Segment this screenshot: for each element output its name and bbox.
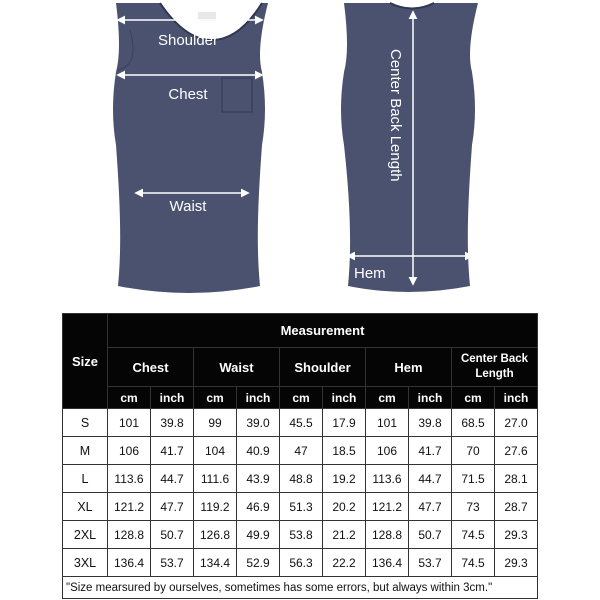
size-cell: XL	[63, 493, 108, 521]
value-cell: 52.9	[237, 549, 280, 577]
group-header-chest: Chest	[108, 348, 194, 387]
value-cell: 113.6	[108, 465, 151, 493]
value-cell: 46.9	[237, 493, 280, 521]
value-cell: 22.2	[323, 549, 366, 577]
unit-header: inch	[495, 387, 538, 409]
unit-header: cm	[452, 387, 495, 409]
back-tank-shape	[341, 3, 478, 292]
value-cell: 111.6	[194, 465, 237, 493]
value-cell: 68.5	[452, 409, 495, 437]
value-cell: 28.7	[495, 493, 538, 521]
value-cell: 128.8	[108, 521, 151, 549]
table-row	[63, 437, 538, 465]
value-cell: 50.7	[151, 521, 194, 549]
value-cell: 121.2	[366, 493, 409, 521]
unit-header: inch	[151, 387, 194, 409]
value-cell: 74.5	[452, 521, 495, 549]
value-cell: 53.7	[409, 549, 452, 577]
value-cell: 106	[108, 437, 151, 465]
value-cell: 74.5	[452, 549, 495, 577]
value-cell: 27.6	[495, 437, 538, 465]
unit-header: inch	[409, 387, 452, 409]
group-header-center-back-length: Center Back Length	[452, 348, 538, 387]
value-cell: 51.3	[280, 493, 323, 521]
value-cell: 39.8	[151, 409, 194, 437]
back-tank-top	[341, 3, 478, 292]
value-cell: 70	[452, 437, 495, 465]
value-cell: 29.3	[495, 521, 538, 549]
value-cell: 119.2	[194, 493, 237, 521]
chest-label: Chest	[168, 86, 208, 103]
value-cell: 48.8	[280, 465, 323, 493]
value-cell: 47	[280, 437, 323, 465]
waist-label: Waist	[169, 198, 207, 215]
value-cell: 27.0	[495, 409, 538, 437]
value-cell: 18.5	[323, 437, 366, 465]
table-row	[63, 549, 538, 577]
group-header-hem: Hem	[366, 348, 452, 387]
unit-header: cm	[280, 387, 323, 409]
value-cell: 99	[194, 409, 237, 437]
value-cell: 47.7	[409, 493, 452, 521]
value-cell: 50.7	[409, 521, 452, 549]
table-row	[63, 465, 538, 493]
size-column-header: Size	[63, 314, 108, 409]
value-cell: 71.5	[452, 465, 495, 493]
group-header-waist: Waist	[194, 348, 280, 387]
note-row	[63, 577, 538, 599]
value-cell: 136.4	[108, 549, 151, 577]
value-cell: 20.2	[323, 493, 366, 521]
value-cell: 28.1	[495, 465, 538, 493]
size-cell: L	[63, 465, 108, 493]
value-cell: 44.7	[409, 465, 452, 493]
value-cell: 47.7	[151, 493, 194, 521]
unit-header: cm	[194, 387, 237, 409]
value-cell: 128.8	[366, 521, 409, 549]
value-cell: 40.9	[237, 437, 280, 465]
value-cell: 44.7	[151, 465, 194, 493]
value-cell: 136.4	[366, 549, 409, 577]
value-cell: 41.7	[409, 437, 452, 465]
measurement-header: Measurement	[108, 314, 538, 348]
value-cell: 134.4	[194, 549, 237, 577]
size-chart-table	[62, 313, 538, 599]
value-cell: 43.9	[237, 465, 280, 493]
center-back-length-label: Center Back Length	[387, 49, 404, 182]
unit-header: cm	[108, 387, 151, 409]
value-cell: 17.9	[323, 409, 366, 437]
value-cell: 121.2	[108, 493, 151, 521]
value-cell: 101	[108, 409, 151, 437]
value-cell: 101	[366, 409, 409, 437]
value-cell: 56.3	[280, 549, 323, 577]
unit-header: cm	[366, 387, 409, 409]
value-cell: 39.0	[237, 409, 280, 437]
value-cell: 49.9	[237, 521, 280, 549]
value-cell: 19.2	[323, 465, 366, 493]
value-cell: 39.8	[409, 409, 452, 437]
hem-label: Hem	[354, 265, 386, 282]
value-cell: 45.5	[280, 409, 323, 437]
size-cell: S	[63, 409, 108, 437]
value-cell: 53.7	[151, 549, 194, 577]
value-cell: 41.7	[151, 437, 194, 465]
value-cell: 126.8	[194, 521, 237, 549]
value-cell: 73	[452, 493, 495, 521]
value-cell: 106	[366, 437, 409, 465]
value-cell: 29.3	[495, 549, 538, 577]
shoulder-label: Shoulder	[157, 32, 219, 49]
unit-header: inch	[323, 387, 366, 409]
size-cell: 2XL	[63, 521, 108, 549]
unit-header: inch	[237, 387, 280, 409]
value-cell: 104	[194, 437, 237, 465]
value-cell: 113.6	[366, 465, 409, 493]
size-cell: 3XL	[63, 549, 108, 577]
table-row	[63, 409, 538, 437]
value-cell: 21.2	[323, 521, 366, 549]
value-cell: 53.8	[280, 521, 323, 549]
size-note: "Size mearsured by ourselves, sometimes has some errors, but always within 3cm."	[63, 577, 538, 599]
group-header-shoulder: Shoulder	[280, 348, 366, 387]
table-row	[63, 493, 538, 521]
size-cell: M	[63, 437, 108, 465]
table-row	[63, 521, 538, 549]
